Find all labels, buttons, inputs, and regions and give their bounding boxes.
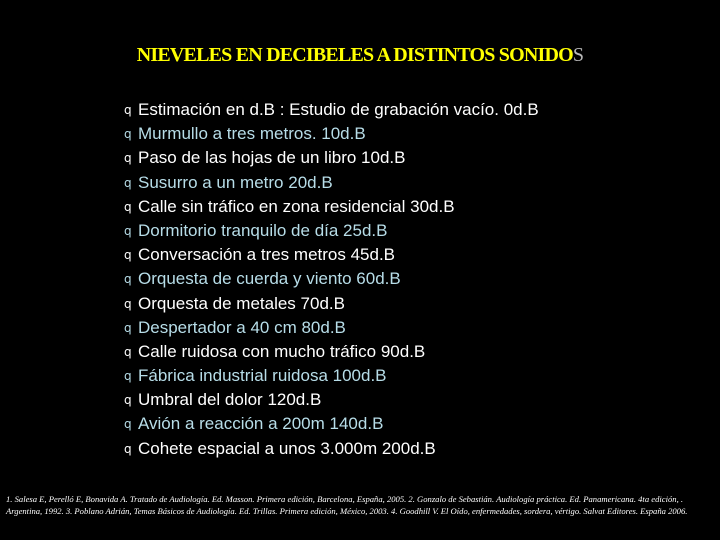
list-item	[124, 364, 684, 388]
list-item-text: Paso de las hojas de un libro 10d.B	[138, 148, 406, 168]
list-item	[124, 243, 684, 267]
title-main: NIEVELES EN DECIBELES A DISTINTOS SONIDO	[136, 44, 573, 66]
list-item	[124, 98, 684, 122]
list-item	[124, 122, 684, 146]
list-item-text: Despertador a 40 cm 80d.B	[138, 317, 346, 337]
list-item-text: Calle sin tráfico en zona residencial 30d.B	[138, 196, 455, 216]
list-item	[124, 292, 684, 316]
list-item-text: Cohete espacial a unos 3.000m 200d.B	[138, 438, 436, 458]
list-item	[124, 437, 684, 461]
list-item-text: Fábrica industrial ruidosa 100d.B	[138, 366, 387, 386]
q-bullet-icon: q	[124, 369, 132, 384]
list-item	[124, 340, 684, 364]
list-item-text: Orquesta de cuerda y viento 60d.B	[138, 269, 401, 289]
q-bullet-icon: q	[124, 248, 132, 263]
list-item	[124, 316, 684, 340]
list-item	[124, 412, 684, 436]
list-item-text: Orquesta de metales 70d.B	[138, 293, 345, 313]
title-last-char: S	[572, 44, 584, 66]
q-bullet-icon: q	[124, 320, 132, 335]
sound-level-list	[124, 98, 684, 461]
list-item	[124, 171, 684, 195]
list-item	[124, 267, 684, 291]
list-item-text: Murmullo a tres metros. 10d.B	[138, 124, 366, 144]
q-bullet-icon: q	[124, 393, 132, 408]
list-item-text: Dormitorio tranquilo de día 25d.B	[138, 220, 388, 240]
list-item-text: Avión a reacción a 200m 140d.B	[138, 414, 384, 434]
slide-title	[0, 44, 720, 67]
q-bullet-icon: q	[124, 344, 132, 359]
q-bullet-icon: q	[124, 103, 132, 117]
references: 1. Salesa E, Perelló E, Bonavida A. Tratado de Audiología. Ed. Masson. Primera edición, Barcelona, España, 2005. 2. Gonzalo de Sebastián. Audiología práctica. Ed. Panamericana. 4ta edición, . Argentina, 1992. 3. Poblano Adrián, Temas Básicos de Audiología. Ed. Trillas. Primera edición, México, 2003. 4. Goodhill V. El Oído, enfermedades, sordera, vértigo. Salvat Editores. España 2006.	[6, 494, 688, 516]
list-item	[124, 219, 684, 243]
list-item-text: Estimación en d.B : Estudio de grabación vacío. 0d.B	[138, 100, 539, 119]
list-item-text: Conversación a tres metros 45d.B	[138, 245, 396, 265]
q-bullet-icon: q	[124, 441, 132, 456]
q-bullet-icon: q	[124, 199, 132, 214]
q-bullet-icon: q	[124, 417, 132, 432]
list-item	[124, 146, 684, 170]
list-item	[124, 388, 684, 412]
list-item-text: Umbral del dolor 120d.B	[138, 390, 322, 410]
q-bullet-icon: q	[124, 127, 132, 142]
q-bullet-icon: q	[124, 296, 132, 311]
q-bullet-icon: q	[124, 272, 132, 287]
list-item-text: Susurro a un metro 20d.B	[138, 172, 333, 192]
q-bullet-icon: q	[124, 175, 132, 190]
q-bullet-icon: q	[124, 223, 132, 238]
list-item-text: Calle ruidosa con mucho tráfico 90d.B	[138, 341, 426, 361]
list-item	[124, 195, 684, 219]
q-bullet-icon: q	[124, 151, 132, 166]
